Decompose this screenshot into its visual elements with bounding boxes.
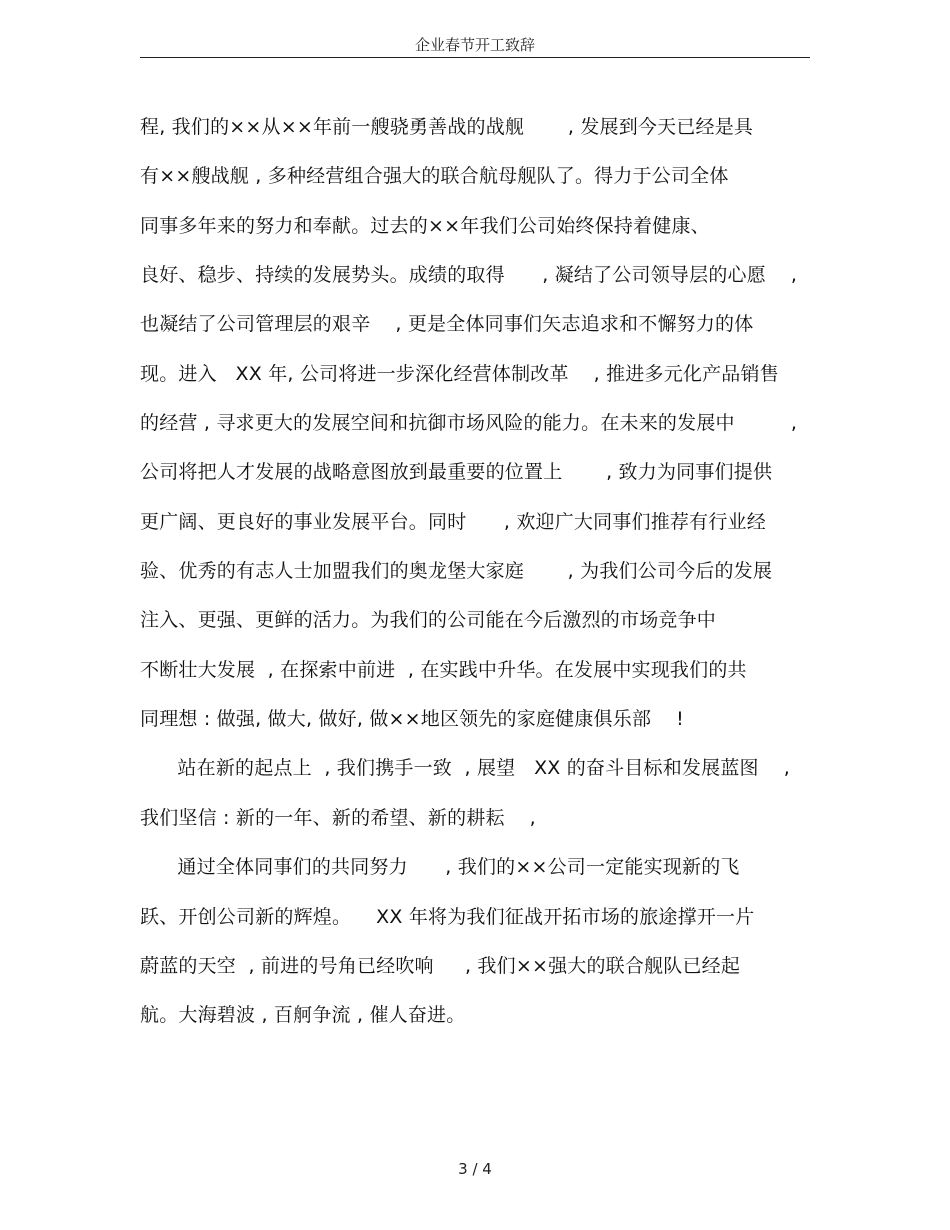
- text-line: 程, 我们的××从××年前一艘骁勇善战的战舰 , 发展到今天已经是具: [140, 116, 754, 138]
- text-line: 航。大海碧波 , 百舸争流 , 催人奋进。: [140, 1004, 466, 1027]
- text-line: 注入、更强、更鲜的活力。为我们的公司能在今后激烈的市场竞争中: [140, 609, 717, 632]
- text-line: 的经营 , 寻求更大的发展空间和抗御市场风险的能力。在未来的发展中 ,: [140, 412, 798, 435]
- text-line: 跃、开创公司新的辉煌。 XX 年将为我们征战开拓市场的旅途撑开一片: [140, 905, 755, 928]
- text-line: 也凝结了公司管理层的艰辛 , 更是全体同事们矢志追求和不懈努力的体: [140, 313, 754, 336]
- paragraph-start-line: 通过全体同事们的共同努力 , 我们的××公司一定能实现新的飞: [140, 856, 740, 879]
- document-title: 企业春节开工致辞: [414, 36, 535, 54]
- document-body: [140, 103, 840, 1041]
- text-line: 我们坚信 : 新的一年、新的希望、新的耕耘 ,: [140, 806, 536, 829]
- page-header: [140, 30, 810, 58]
- text-line: 有××艘战舰 , 多种经营组合强大的联合航母舰队了。得力于公司全体: [140, 165, 729, 188]
- text-line: 同事多年来的努力和奉献。过去的××年我们公司始终保持着健康、: [140, 214, 710, 237]
- text-line: 现。进入 XX 年, 公司将进一步深化经营体制改革 , 推进多元化产品销售: [140, 362, 779, 385]
- text-line: 蔚蓝的天空 , 前进的号角已经吹响 , 我们××强大的联合舰队已经起: [140, 954, 741, 977]
- text-line: 更广阔、更良好的事业发展平台。同时 , 欢迎广大同事们推荐有行业经: [140, 510, 766, 533]
- text-line: 良好、稳步、持续的发展势头。成绩的取得 , 凝结了公司领导层的心愿 ,: [140, 264, 798, 287]
- text-line: 不断壮大发展 , 在探索中前进 , 在实践中升华。在发展中实现我们的共: [140, 658, 747, 681]
- text-line: 验、优秀的有志人士加盟我们的奥龙堡大家庭 , 为我们公司今后的发展: [140, 560, 773, 583]
- text-line: 同理想 : 做强, 做大, 做好, 做××地区领先的家庭健康俱乐部 !: [140, 708, 684, 731]
- page-number: 3 / 4: [458, 1160, 492, 1178]
- text-line: 公司将把人才发展的战略意图放到最重要的位置上 , 致力为同事们提供: [140, 461, 773, 484]
- paragraph-start-line: 站在新的起点上 , 我们携手一致 , 展望 XX 的奋斗目标和发展蓝图 ,: [140, 757, 790, 780]
